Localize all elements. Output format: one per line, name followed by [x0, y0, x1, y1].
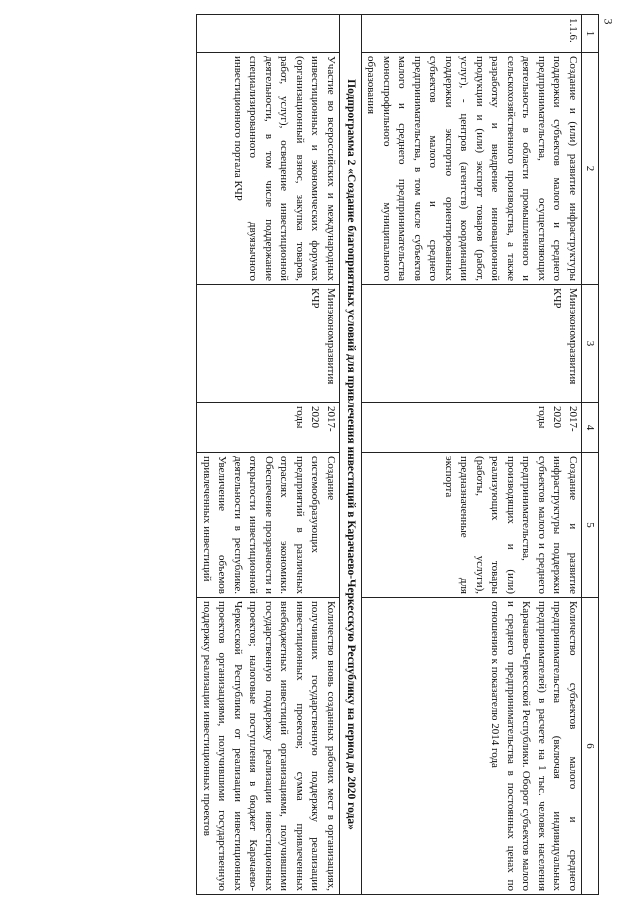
landscape-page — [39, 14, 599, 894]
row-number — [197, 15, 340, 53]
expected-result: Создание и развитие инфраструктуры поддержки субъектов малого и среднего предпринимательства, производящих и (или) реализующих товары (работы, услуги), предназначенные для экспорта — [362, 453, 582, 598]
indicator: Количество субъектов малого и среднего предпринимательства (включая индивидуальных предпринимателей) в расчете на 1 тыс. человек населения Карачаево-Черкесской Республики. Оборот субъектов малого и среднего предпринимательства в постоянных ценах по отношению к показателю 2014 года — [362, 598, 582, 895]
period: 2017-2020 годы — [197, 403, 340, 453]
program-table — [197, 14, 600, 895]
measure-name: Создание и (или) развитие инфраструктуры поддержки субъектов малого и среднего предпринимательства, осуществляющих деятельность в области промышленного и сельскохозяйственного производства, а также разработку и внедрение инновационной продукции и (или) экспорт товаров (работ, услуг), - центров (агентств) координации поддержки экспортно ориентированных субъектов малого и среднего предпринимательства, в том числе субъектов малого и среднего предпринимательства моноспрофильного муниципального образования — [362, 53, 582, 285]
header-cell: 1 — [582, 15, 599, 53]
table-row — [362, 15, 582, 895]
header-cell: 2 — [582, 53, 599, 285]
period: 2017-2020 годы — [362, 403, 582, 453]
executor: Минэкономразвития КЧР — [362, 285, 582, 403]
measure-name: Участие во всероссийских и международных инвестиционных и экономических форумах (организационный взнос, закупка товаров, работ, услуг), освещение инвестиционной деятельности, в том числе поддержание специализированного двуязычного инвестиционного портала КЧР — [197, 53, 340, 285]
table-row — [197, 15, 340, 895]
header-row — [582, 15, 599, 895]
header-cell: 3 — [582, 285, 599, 403]
expected-result: Создание системообразующих предприятий в различных отраслях экономики. Обеспечение прозрачности и открытости инвестиционной деятельности в республике. Увеличение объемов привлеченных инвестиций — [197, 453, 340, 598]
subprogram-title: Подпрограмма 2 «Создание благоприятных условий для привлечения инвестиций в Карачаево-Черкесскую Республику на период до 2020 года» — [340, 15, 362, 895]
page-number: 3 — [601, 18, 616, 25]
row-number: 1.1.6. — [362, 15, 582, 53]
header-cell: 4 — [582, 403, 599, 453]
indicator: Количество вновь созданных рабочих мест в организациях, получивших государственную поддержку реализации инвестиционных проектов; сумма привлеченных внебюджетных инвестиций организациями, получившими государственную поддержку реализации инвестиционных проектов; налоговые поступления в бюджет Карачаево-Черкесской Республики от реализации инвестиционных проектов организациями, получившими государственную поддержку реализации инвестиционных проектов — [197, 598, 340, 895]
header-cell: 5 — [582, 453, 599, 598]
header-cell: 6 — [582, 598, 599, 895]
subprogram-row — [340, 15, 362, 895]
executor: Минэкономразвития КЧР — [197, 285, 340, 403]
